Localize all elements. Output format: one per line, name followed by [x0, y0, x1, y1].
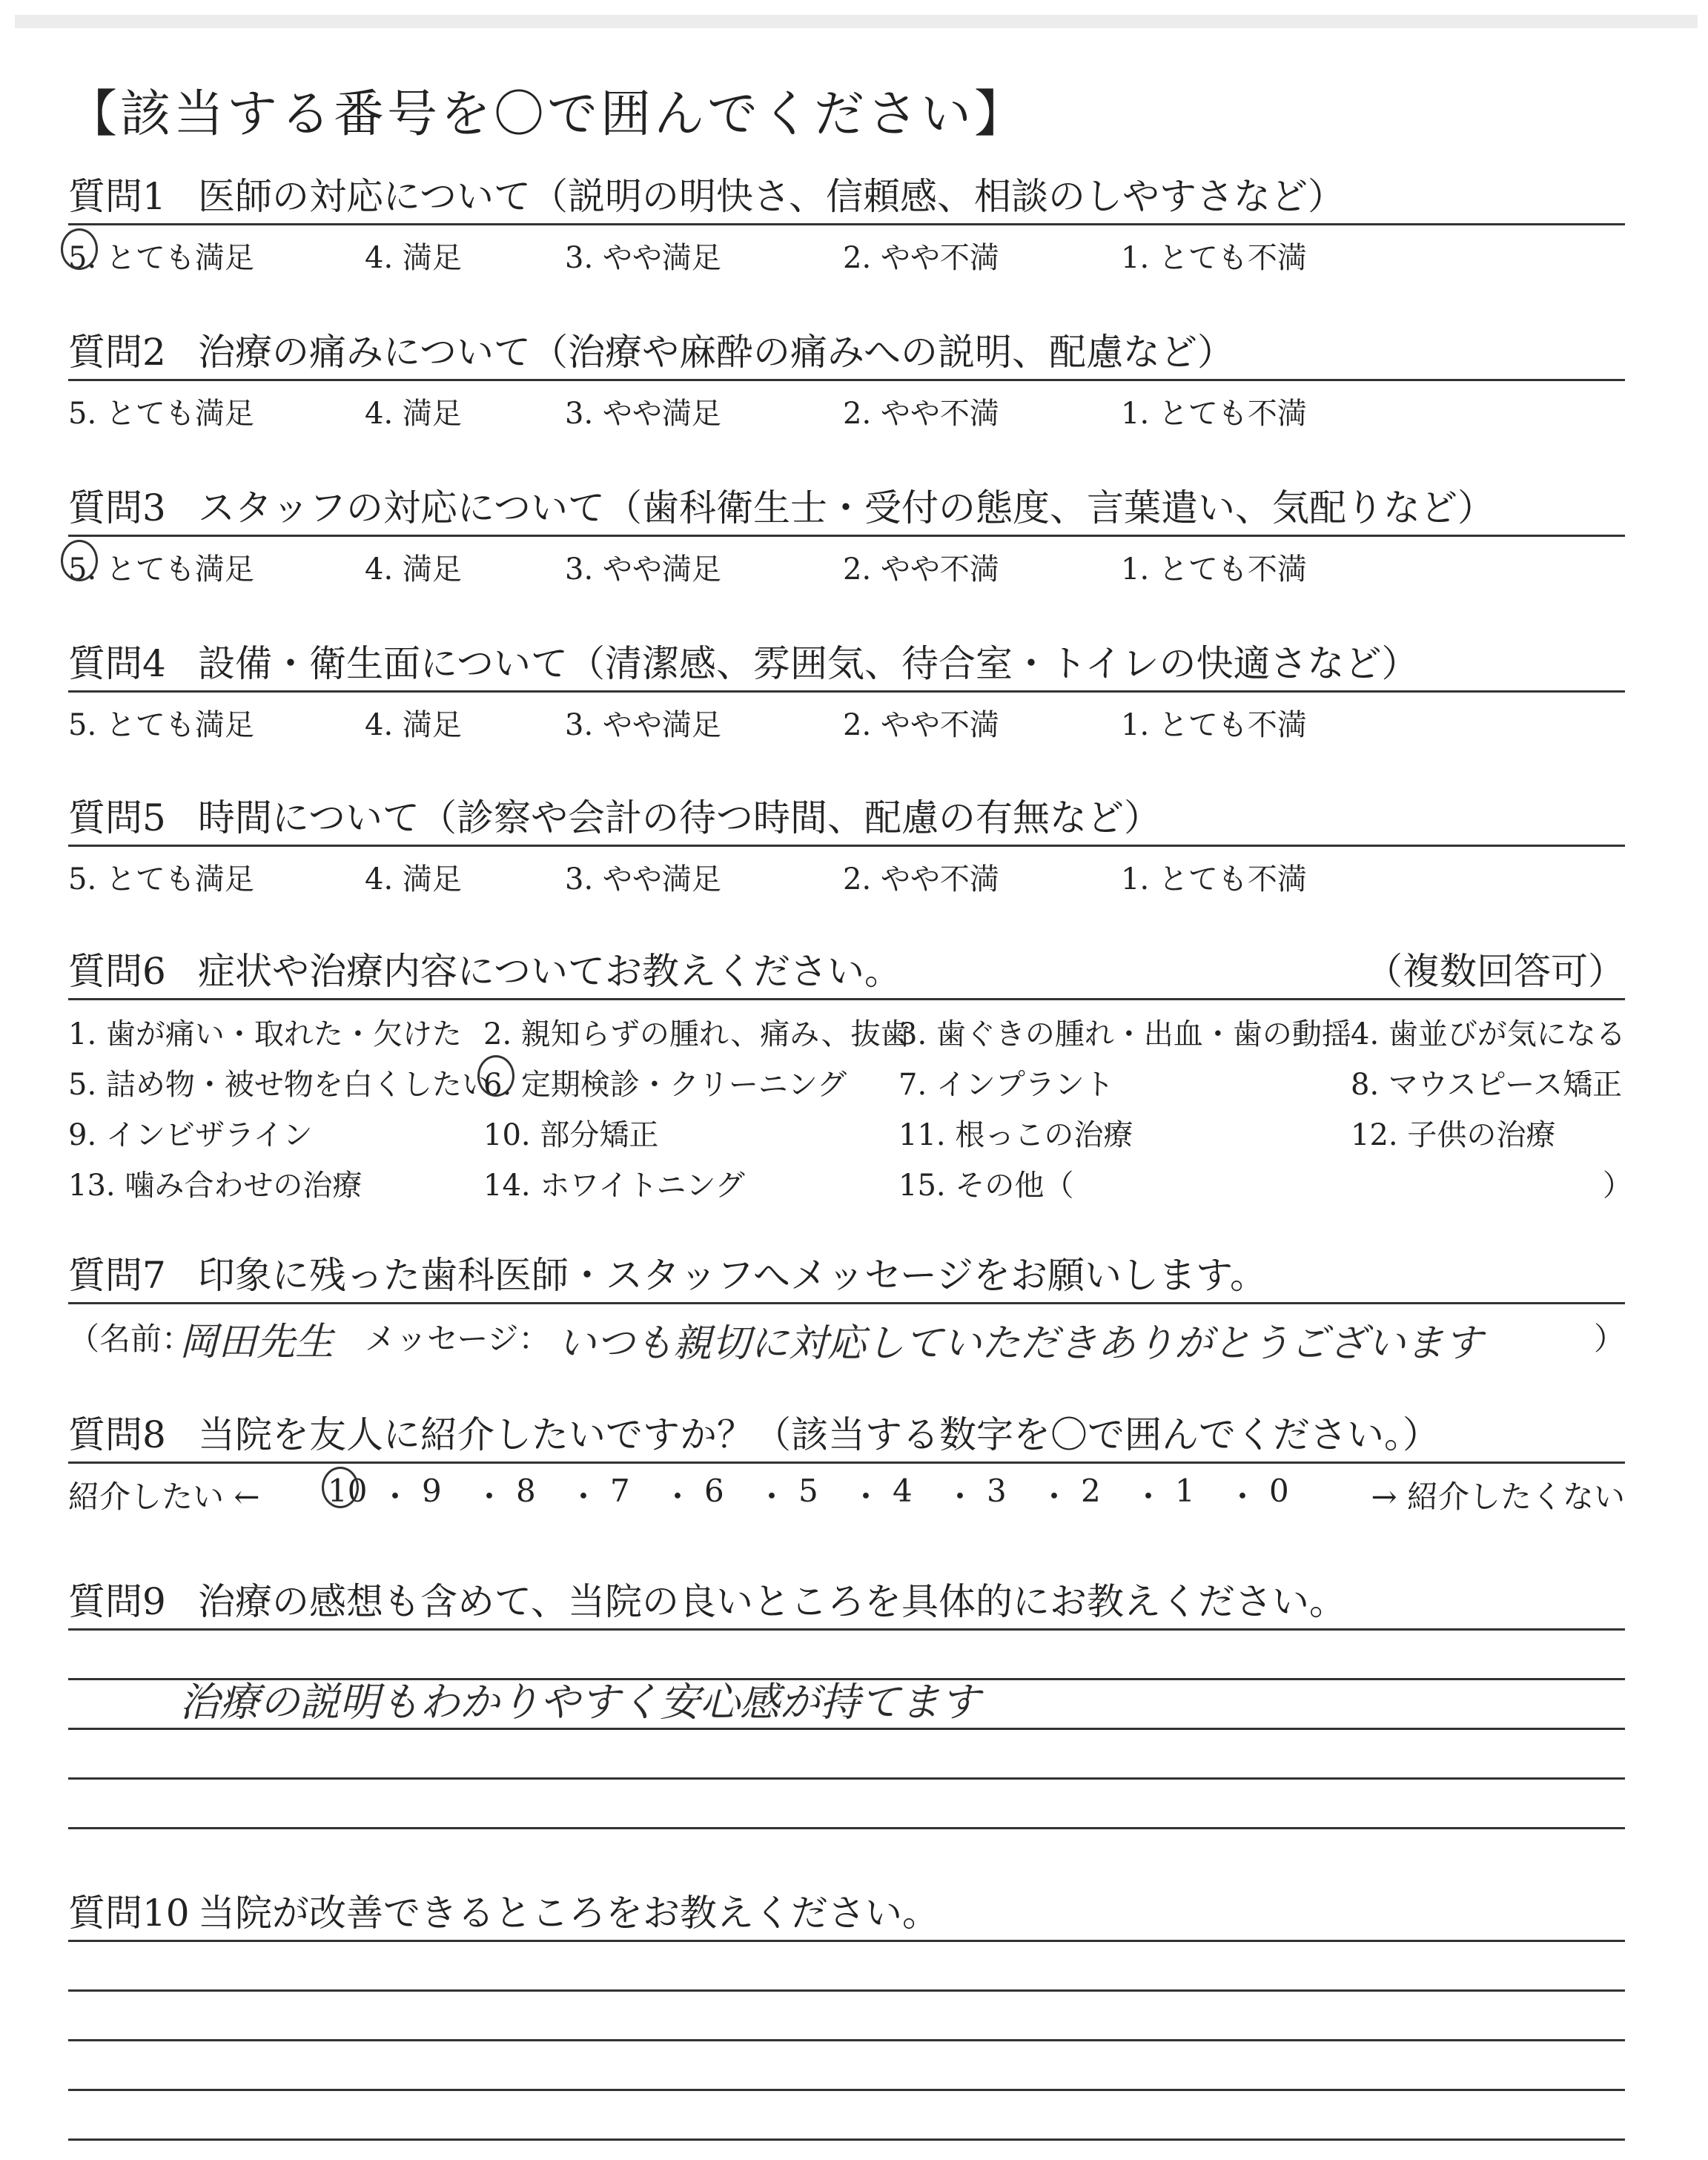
answer-line: [68, 2039, 1625, 2041]
question-title: [68, 1891, 1625, 1935]
rating-option[interactable]: 2. やや不満: [843, 862, 999, 896]
message-label: メッセージ：: [365, 1321, 550, 1357]
symptom-option[interactable]: 6. 定期検診・クリーニング: [483, 1068, 847, 1102]
rating-options: [68, 701, 1625, 746]
symptom-option[interactable]: 8. マウスピース矯正: [1351, 1068, 1623, 1102]
scale-separator: ・: [944, 1479, 976, 1515]
scale-number[interactable]: 4: [893, 1473, 913, 1509]
rating-option[interactable]: 2. やや不満: [843, 552, 999, 587]
question-number: 質問7: [68, 1254, 166, 1297]
question-text: 当院が改善できるところをお教えください。: [198, 1892, 939, 1935]
rule-line: [68, 845, 1625, 847]
rating-option[interactable]: 2. やや不満: [843, 708, 999, 742]
question-3: [68, 486, 1625, 590]
rating-option[interactable]: 3. やや満足: [565, 397, 721, 431]
rule-line: [68, 1628, 1625, 1631]
rating-option[interactable]: 5. とても満足: [68, 397, 254, 431]
rating-option[interactable]: 2. やや不満: [843, 397, 999, 431]
answer-line: [68, 2089, 1625, 2091]
rating-option[interactable]: 3. やや満足: [565, 708, 721, 742]
multiple-answer-note: （複数回答可）: [1366, 950, 1625, 993]
question-9: [68, 1579, 1625, 1829]
symptom-option[interactable]: 4. 歯並びが気になる: [1351, 1017, 1626, 1051]
rating-options: [68, 234, 1625, 279]
rating-option[interactable]: 5. とても満足: [68, 862, 254, 896]
question-6: [68, 949, 1632, 1218]
question-1: [68, 174, 1625, 279]
selection-circle: [477, 1055, 514, 1097]
rating-options: [68, 856, 1625, 900]
message-value[interactable]: いつも親切に対応していただきありがとうございます: [557, 1321, 1483, 1366]
scale-number[interactable]: 7: [610, 1473, 630, 1509]
symptom-options: [68, 1011, 1632, 1218]
question-number: 質問10: [68, 1892, 190, 1935]
question-title: [68, 1253, 1625, 1298]
rule-line: [68, 379, 1625, 381]
rating-option[interactable]: 4. 満足: [365, 397, 462, 431]
question-title: [68, 949, 1625, 994]
symptom-option[interactable]: 2. 親知らずの腫れ、痛み、抜歯: [483, 1017, 910, 1051]
rating-option[interactable]: 4. 満足: [365, 241, 462, 275]
rating-option[interactable]: 4. 満足: [365, 862, 462, 896]
rating-option[interactable]: 5. とても満足: [68, 552, 254, 587]
rating-option[interactable]: 4. 満足: [365, 552, 462, 587]
scale-left-label: 紹介したい ←: [68, 1479, 260, 1515]
question-text: 当院を友人に紹介したいですか？（該当する数字を〇で囲んでください。）: [198, 1413, 1440, 1456]
scale-number[interactable]: 2: [1081, 1473, 1101, 1509]
symptom-option[interactable]: 12. 子供の治療: [1351, 1118, 1556, 1152]
scale-number[interactable]: 8: [516, 1473, 536, 1509]
scale-separator: ・: [1133, 1479, 1165, 1515]
question-10: [68, 1891, 1625, 2141]
rule-line: [68, 1302, 1625, 1304]
rating-option[interactable]: 2. やや不満: [843, 241, 999, 275]
scale-separator: ・: [1227, 1479, 1259, 1515]
question-title: [68, 641, 1625, 686]
question-title: [68, 796, 1625, 840]
rule-line: [68, 1940, 1625, 1942]
rating-option[interactable]: 1. とても不満: [1121, 241, 1307, 275]
question-title: [68, 1579, 1625, 1624]
scale-number[interactable]: 6: [704, 1473, 724, 1509]
scan-edge: [15, 15, 1698, 28]
question-8: [68, 1413, 1625, 1517]
rating-option[interactable]: 3. やや満足: [565, 552, 721, 587]
rating-options: [68, 390, 1625, 435]
question-text: 治療の感想も含めて、当院の良いところを具体的にお教えください。: [198, 1580, 1346, 1623]
rule-line: [68, 1462, 1625, 1464]
question-number: 質問5: [68, 796, 166, 839]
close-paren: ）: [1593, 1321, 1625, 1357]
selection-circle: [322, 1467, 359, 1508]
symptom-option[interactable]: 10. 部分矯正: [483, 1118, 659, 1152]
rating-option[interactable]: 1. とても不満: [1121, 552, 1307, 587]
answer-line: [68, 1777, 1625, 1780]
symptom-option[interactable]: 9. インビザライン: [68, 1118, 313, 1152]
question-title: [68, 174, 1625, 219]
scale-number[interactable]: 10: [328, 1473, 368, 1509]
answer-line: [68, 1827, 1625, 1829]
rating-option[interactable]: 1. とても不満: [1121, 397, 1307, 431]
recommend-scale: [68, 1473, 1625, 1517]
question-number: 質問4: [68, 642, 166, 685]
scale-number[interactable]: 3: [987, 1473, 1007, 1509]
scale-separator: ・: [474, 1479, 506, 1515]
question-title: [68, 330, 1625, 374]
selection-circle: [61, 540, 98, 581]
scale-separator: ・: [662, 1479, 694, 1515]
question-text: 医師の対応について（説明の明快さ、信頼感、相談のしやすさなど）: [198, 175, 1345, 218]
scale-separator: ・: [1039, 1479, 1070, 1515]
symptom-option[interactable]: 15. その他（: [898, 1169, 1074, 1203]
scale-number[interactable]: 0: [1269, 1473, 1289, 1509]
rule-line: [68, 998, 1625, 1000]
rating-options: [68, 546, 1625, 590]
question-text: 印象に残った歯科医師・スタッフへメッセージをお願いします。: [198, 1254, 1267, 1297]
question-title: [68, 1413, 1625, 1457]
selection-circle: [61, 228, 98, 270]
symptom-option[interactable]: 5. 詰め物・被せ物を白くしたい: [68, 1068, 491, 1102]
scale-separator: ・: [756, 1479, 788, 1515]
scale-separator: ・: [380, 1479, 411, 1515]
page-heading: 【該当する番号を〇で囲んでください】: [67, 85, 1028, 144]
rating-option[interactable]: 3. やや満足: [565, 241, 721, 275]
scale-separator: ・: [568, 1479, 600, 1515]
question-7: [68, 1253, 1625, 1366]
question-text: 症状や治療内容についてお教えください。: [198, 950, 901, 993]
answer-line: [68, 1989, 1625, 1992]
rating-option[interactable]: 4. 満足: [365, 708, 462, 742]
question-number: 質問1: [68, 175, 166, 218]
question-5: [68, 796, 1625, 900]
handwritten-answer[interactable]: 治療の説明もわかりやすく安心感が持てます: [179, 1679, 980, 1725]
symptom-option[interactable]: 13. 噛み合わせの治療: [68, 1169, 363, 1203]
name-label: （名前：: [68, 1321, 193, 1357]
question-number: 質問3: [68, 486, 166, 529]
scale-number[interactable]: 1: [1175, 1473, 1195, 1509]
symptom-option[interactable]: 3. 歯ぐきの腫れ・出血・歯の動揺: [898, 1017, 1351, 1051]
scale-number[interactable]: 5: [798, 1473, 818, 1509]
rating-option[interactable]: 1. とても不満: [1121, 862, 1307, 896]
answer-lines: [68, 1678, 1625, 1829]
answer-line: [68, 2138, 1625, 2141]
question-number: 質問8: [68, 1413, 166, 1456]
rating-option[interactable]: 5. とても満足: [68, 708, 254, 742]
answer-lines: [68, 1989, 1625, 2141]
question-number: 質問2: [68, 331, 166, 374]
symptom-option: ）: [1603, 1169, 1632, 1203]
question-4: [68, 641, 1625, 746]
question-number: 質問6: [68, 950, 166, 993]
scale-separator: ・: [850, 1479, 882, 1515]
symptom-option[interactable]: 11. 根っこの治療: [898, 1118, 1133, 1152]
symptom-option[interactable]: 14. ホワイトニング: [483, 1169, 745, 1203]
symptom-option[interactable]: 1. 歯が痛い・取れた・欠けた: [68, 1017, 462, 1051]
question-text: 治療の痛みについて（治療や麻酔の痛みへの説明、配慮など）: [198, 331, 1234, 374]
name-value[interactable]: 岡田先生: [179, 1320, 334, 1364]
rating-option[interactable]: 5. とても満足: [68, 241, 254, 275]
question-text: 設備・衛生面について（清潔感、雰囲気、待合室・トイレの快適さなど）: [198, 642, 1419, 685]
question-title: [68, 486, 1625, 530]
rating-option[interactable]: 3. やや満足: [565, 862, 721, 896]
question-text: 時間について（診察や会計の待つ時間、配慮の有無など）: [198, 796, 1161, 839]
rule-line: [68, 690, 1625, 693]
message-line: [68, 1310, 1625, 1366]
rule-line: [68, 535, 1625, 537]
question-number: 質問9: [68, 1580, 166, 1623]
rating-option[interactable]: 1. とても不満: [1121, 708, 1307, 742]
answer-line: [68, 1728, 1625, 1730]
question-text: スタッフの対応について（歯科衛生士・受付の態度、言葉遣い、気配りなど）: [198, 486, 1494, 529]
rule-line: [68, 223, 1625, 225]
question-2: [68, 330, 1625, 435]
symptom-option[interactable]: 7. インプラント: [898, 1068, 1114, 1102]
scale-number[interactable]: 9: [422, 1473, 442, 1509]
scale-right-label: → 紹介したくない: [1371, 1479, 1625, 1515]
